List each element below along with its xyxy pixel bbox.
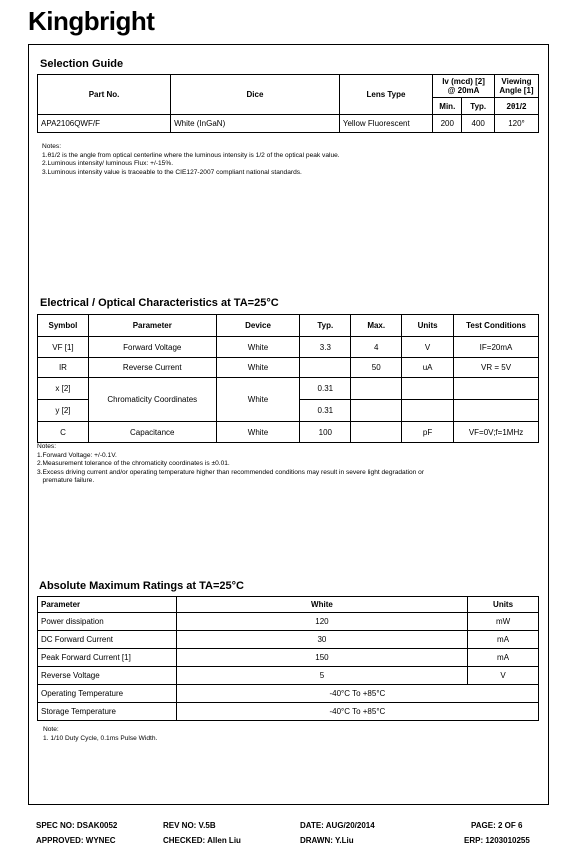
cell-value: 150 [176, 649, 467, 667]
cell-units: mA [468, 649, 539, 667]
cell-parameter: Reverse Voltage [38, 667, 177, 685]
viewing-angle-label: Angle [1] [499, 86, 534, 95]
note-line: 3.Luminous intensity value is traceable to the CIE127-2007 compliant national standards. [42, 168, 302, 176]
col-test-conditions: Test Conditions [454, 315, 539, 337]
col-lens-type: Lens Type [339, 75, 432, 115]
rev-no: REV NO: V.5B [163, 821, 216, 830]
cell-units: mW [468, 613, 539, 631]
cell-symbol: y [2] [38, 400, 89, 422]
cell-symbol: C [38, 422, 89, 443]
note-line: 1.θ1/2 is the angle from optical centerline where the luminous intensity is 1/2 of the optical peak value. [42, 151, 340, 159]
table-row [38, 337, 539, 358]
page-number: PAGE: 2 OF 6 [471, 821, 523, 830]
cell-value: 5 [176, 667, 467, 685]
cell-typ: 3.3 [300, 337, 351, 358]
col-device: Device [216, 315, 300, 337]
electrical-table [37, 314, 539, 443]
cell-units: V [468, 667, 539, 685]
table-row [38, 115, 539, 133]
spec-no: SPEC NO: DSAK0052 [36, 821, 118, 830]
cell-units: mA [468, 631, 539, 649]
col-parameter: Parameter [88, 315, 216, 337]
checked: CHECKED: Allen Liu [163, 836, 241, 845]
electrical-title: Electrical / Optical Characteristics at TA=25°C [40, 297, 279, 309]
cell-part-no: APA2106QWF/F [38, 115, 171, 133]
cell-value: -40°C To +85°C [176, 685, 538, 703]
cell-device: White [216, 422, 300, 443]
cell-max [351, 400, 402, 422]
cell-max [351, 378, 402, 400]
col-units: Units [468, 597, 539, 613]
cell-cond [454, 378, 539, 400]
cell-units [402, 378, 454, 400]
cell-device: White [216, 337, 300, 358]
table-row [38, 613, 539, 631]
note-line: Note: [43, 726, 59, 733]
cell-typ: 100 [300, 422, 351, 443]
cell-units: V [402, 337, 454, 358]
cell-typ: 400 [462, 115, 494, 133]
selection-notes [42, 143, 340, 177]
cell-parameter: Chromaticity Coordinates [88, 378, 216, 422]
table-row [38, 378, 539, 400]
cell-value: -40°C To +85°C [176, 703, 538, 721]
col-theta: 2θ1/2 [494, 98, 538, 115]
col-typ: Typ. [462, 98, 494, 115]
iv-label: Iv (mcd) [2] [442, 77, 485, 86]
cell-symbol: x [2] [38, 378, 89, 400]
absolute-title: Absolute Maximum Ratings at TA=25°C [39, 580, 244, 592]
cell-angle: 120° [494, 115, 538, 133]
cell-min: 200 [433, 115, 462, 133]
col-symbol: Symbol [38, 315, 89, 337]
note-line: 1. 1/10 Duty Cycle, 0.1ms Pulse Width. [43, 734, 158, 742]
cell-parameter: Forward Voltage [88, 337, 216, 358]
viewing-label: Viewing [501, 77, 532, 86]
cell-max: 50 [351, 358, 402, 378]
cell-parameter: Operating Temperature [38, 685, 177, 703]
electrical-notes [37, 443, 424, 486]
note-line: 1.Forward Voltage: +/-0.1V. [37, 451, 117, 459]
cell-max [351, 422, 402, 443]
cell-cond: VR = 5V [454, 358, 539, 378]
cell-typ: 0.31 [300, 378, 351, 400]
drawn: DRAWN: Y.Liu [300, 836, 354, 845]
absolute-notes [43, 726, 157, 743]
cell-parameter: Storage Temperature [38, 703, 177, 721]
note-line: 2.Measurement tolerance of the chromaticity coordinates is ±0.01. [37, 460, 230, 468]
table-row [38, 358, 539, 378]
table-row [38, 422, 539, 443]
cell-value: 30 [176, 631, 467, 649]
note-line: Notes: [37, 443, 57, 450]
cell-lens-type: Yellow Fluorescent [339, 115, 432, 133]
cell-dice: White (InGaN) [171, 115, 340, 133]
table-row [38, 649, 539, 667]
cell-value: 120 [176, 613, 467, 631]
cell-units: pF [402, 422, 454, 443]
col-dice: Dice [171, 75, 340, 115]
cell-cond [454, 400, 539, 422]
cell-parameter: DC Forward Current [38, 631, 177, 649]
note-line: 3.Excess driving current and/or operating temperature higher than recommended conditions may result in severe light degradation or [37, 468, 425, 476]
table-row [38, 685, 539, 703]
cell-cond: IF=20mA [454, 337, 539, 358]
cell-typ: 0.31 [300, 400, 351, 422]
cell-device: White [216, 358, 300, 378]
col-max: Max. [351, 315, 402, 337]
cell-max: 4 [351, 337, 402, 358]
table-row [38, 667, 539, 685]
cell-cond: VF=0V;f=1MHz [454, 422, 539, 443]
col-min: Min. [433, 98, 462, 115]
col-units: Units [402, 315, 454, 337]
absolute-table [37, 596, 539, 721]
cell-symbol: VF [1] [38, 337, 89, 358]
col-typ: Typ. [300, 315, 351, 337]
col-parameter: Parameter [38, 597, 177, 613]
cell-units: uA [402, 358, 454, 378]
cell-parameter: Capacitance [88, 422, 216, 443]
iv-condition: @ 20mA [447, 86, 480, 95]
col-viewing [494, 75, 538, 98]
cell-symbol: IR [38, 358, 89, 378]
erp-number: ERP: 1203010255 [464, 836, 530, 845]
note-line: premature failure. [37, 477, 95, 485]
col-part-no: Part No. [38, 75, 171, 115]
cell-device: White [216, 378, 300, 422]
date: DATE: AUG/20/2014 [300, 821, 375, 830]
note-line: 2.Luminous intensity/ luminous Flux: +/-15%. [42, 160, 174, 168]
cell-parameter: Power dissipation [38, 613, 177, 631]
approved: APPROVED: WYNEC [36, 836, 116, 845]
cell-units [402, 400, 454, 422]
col-white: White [176, 597, 467, 613]
note-line: Notes: [42, 143, 62, 150]
brand-logo: Kingbright [28, 6, 155, 36]
cell-parameter: Peak Forward Current [1] [38, 649, 177, 667]
selection-guide-title: Selection Guide [40, 58, 124, 70]
cell-parameter: Reverse Current [88, 358, 216, 378]
selection-guide-table [37, 74, 539, 133]
table-row [38, 631, 539, 649]
cell-typ [300, 358, 351, 378]
table-row [38, 703, 539, 721]
col-iv [433, 75, 495, 98]
